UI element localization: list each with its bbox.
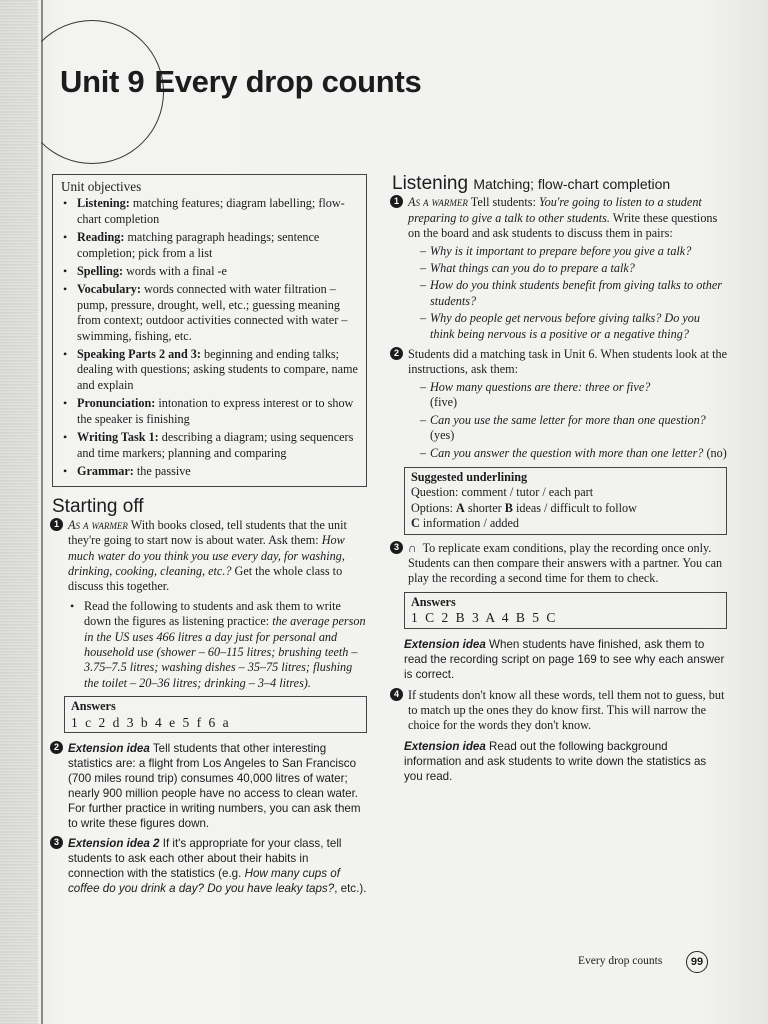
listening-step-4	[392, 688, 727, 734]
extension-idea-label: Extension idea 2	[68, 837, 160, 850]
objective-label: Listening:	[77, 196, 130, 211]
question-answer: (five)	[430, 395, 458, 410]
answers-box	[404, 592, 727, 629]
step-text: Tell students that other interesting statistics are: a flight from Los Angeles to San Francisco (700 miles round trip) consumes 40,000 litres of water; nearly 900 million people have no access to clean water. For further practice in writing numbers, you can ask them to write these figures down.	[68, 742, 361, 830]
step-lead: As a warmer	[408, 195, 468, 210]
step-number-badge: 1	[50, 518, 63, 531]
objective-item	[61, 230, 360, 261]
option-letter: B	[504, 500, 513, 515]
step-number-badge: 4	[390, 688, 403, 701]
starting-off-heading: Starting off	[52, 496, 144, 518]
objective-text: words with a final -e	[123, 264, 227, 279]
question-text: Can you answer the question with more than one letter?	[430, 445, 704, 460]
book-spine-shadow	[0, 0, 38, 1024]
step-text: If it's appropriate for your class, tell students to ask each other about their habits in connection with the statistics (e.g.	[68, 837, 342, 880]
starting-off-step-3	[52, 836, 367, 896]
extension-idea-label: Extension idea	[404, 739, 486, 753]
objective-text: describing a diagram; using sequencers and time markers; planning and comparing	[77, 430, 354, 460]
discussion-question: – How do you think students benefit from giving talks to other students?	[420, 278, 727, 309]
option-letter: C	[411, 516, 420, 531]
option-letter: A	[456, 500, 465, 515]
extension-idea-label: Extension idea	[404, 637, 486, 651]
listening-heading	[392, 173, 727, 194]
suggested-underlining-box	[404, 467, 727, 535]
unit-number: Unit 9	[60, 64, 145, 99]
bullet-text: Read the following to students and ask them to write down the figures as listening practice:	[84, 598, 341, 629]
objective-item	[61, 464, 360, 479]
extension-text: When students have finished, ask them to read the recording script on page 169 to see why each answer is correct.	[404, 637, 725, 681]
right-column	[392, 173, 727, 784]
objective-label: Spelling:	[77, 264, 124, 279]
objective-item	[61, 347, 360, 393]
step-number-badge: 3	[390, 541, 403, 554]
objective-item	[61, 196, 360, 227]
discussion-questions	[408, 244, 727, 342]
step-text: With books closed, tell students that the unit they're going to start now is about water. Ask them:	[68, 517, 347, 548]
question-answer: (yes)	[430, 428, 455, 443]
objective-label: Pronunciation:	[77, 396, 156, 411]
objective-text: matching paragraph headings; sentence completion; pick from a list	[77, 230, 320, 260]
step-text: Students did a matching task in Unit 6. When students look at the instructions, ask them:	[408, 347, 727, 377]
answers-title: Answers	[411, 594, 456, 609]
objective-label: Reading:	[77, 230, 125, 245]
question-answer: (no)	[703, 445, 727, 460]
objective-text: matching features; diagram labelling; flow-chart completion	[77, 196, 345, 226]
discussion-question: – What things can you do to prepare a talk?	[420, 261, 727, 276]
listening-title: Listening	[392, 173, 469, 194]
answers-box	[64, 696, 367, 733]
instruction-questions	[408, 380, 727, 461]
step-text: Get the whole class to discuss this together.	[68, 563, 343, 594]
unit-title-text: Every drop counts	[154, 64, 422, 99]
left-column	[52, 174, 367, 901]
step-number-badge: 3	[50, 836, 63, 849]
objective-item	[61, 396, 360, 427]
objective-label: Speaking Parts 2 and 3:	[77, 347, 201, 362]
page-edge-line	[41, 0, 43, 1024]
objective-text: words connected with water filtration – pump, pressure, drought, well, etc.; guessing meaning from context; outdoor activities connected with water – swimming, fishing, etc.	[77, 282, 348, 343]
objective-item	[61, 430, 360, 461]
discussion-question: – Why is it important to prepare before you give a talk?	[420, 244, 727, 259]
listening-step-1	[392, 195, 727, 342]
step-text: To replicate exam conditions, play the recording once only. Students can then compare their answers with a partner. You can play the recording a second time for them to check.	[408, 540, 723, 586]
listening-step-2	[392, 347, 727, 461]
extension-idea-1	[392, 637, 727, 682]
answers-title: Answers	[71, 699, 116, 714]
objective-text: the passive	[133, 463, 191, 478]
step-question: How much water do you think you use every day, for washing, drinking, cooking, cleaning, etc.?	[68, 533, 345, 578]
page-title	[60, 64, 421, 100]
step-lead: As a warmer	[68, 517, 128, 532]
listening-subtitle: Matching; flow-chart completion	[473, 176, 671, 192]
step-question: How many cups of coffee do you drink a day? Do you have leaky taps?	[68, 867, 340, 895]
extension-idea-label: Extension idea	[68, 742, 150, 755]
step-number-badge: 2	[50, 741, 63, 754]
objective-label: Vocabulary:	[77, 282, 141, 297]
suggested-text: shorter	[464, 500, 505, 515]
step-bullet	[68, 599, 367, 691]
question-text: Can you use the same letter for more than one question?	[430, 412, 706, 427]
page-number: 99	[686, 951, 708, 973]
suggested-text: Options:	[411, 500, 457, 515]
instruction-question	[420, 446, 727, 461]
step-number-badge: 1	[390, 195, 403, 208]
step-text: , etc.).	[334, 882, 367, 895]
suggested-text: information / added	[419, 516, 519, 531]
headphones-icon: ∩	[408, 540, 417, 555]
running-footer: Every drop counts	[578, 955, 663, 967]
extension-idea-2	[392, 739, 727, 784]
suggested-text: ideas / difficult to follow	[512, 500, 637, 515]
instruction-question	[420, 413, 727, 444]
unit-objectives-box	[52, 174, 367, 487]
step-text: Tell students:	[467, 195, 539, 210]
question-text: How many questions are there: three or five?	[430, 379, 651, 394]
objective-label: Grammar:	[77, 463, 134, 478]
objective-text: intonation to express interest or to show the speaker is finishing	[77, 396, 354, 426]
step-number-badge: 2	[390, 347, 403, 360]
objective-item	[61, 282, 360, 344]
step-italic: You're going to listen to a student preparing to give a talk to other students.	[408, 195, 702, 225]
objectives-heading: Unit objectives	[61, 179, 142, 194]
listening-step-3	[392, 541, 727, 587]
starting-off-step-2	[52, 741, 367, 831]
discussion-question: – Why do people get nervous before giving talks? Do you think being nervous is a positive or a negative thing?	[420, 311, 727, 342]
answers-value: 1 C 2 B 3 A 4 B 5 C	[411, 610, 558, 626]
suggested-title: Suggested underlining	[411, 469, 528, 484]
suggested-line-c	[411, 516, 720, 531]
step-text: Write these questions on the board and ask students to discuss them in pairs:	[408, 210, 718, 241]
extension-text: Read out the following background information and ask students to write down the statistics as you read.	[404, 739, 707, 783]
step-text: If students don't know all these words, tell them not to guess, but to match up the ones they do know first. This will narrow the choice for the words they don't know.	[408, 687, 725, 733]
suggested-line-question: Question: comment / tutor / each part	[411, 485, 594, 500]
answers-value: 1 c 2 d 3 b 4 e 5 f 6 a	[71, 714, 231, 730]
suggested-line-options	[411, 501, 720, 516]
starting-off-step-1	[52, 518, 367, 691]
instruction-question	[420, 380, 727, 411]
bullet-figures: the average person in the US uses 466 litres a day just for personal and household use (shower – 60–115 litres; brushing teeth – 3.75–7.5 litres; washing dishes – 35–75 litres; flushing the toilet – 20–36 litres; drinking – 3–4 litres).	[84, 614, 366, 690]
objectives-list	[61, 196, 360, 479]
objective-item	[61, 264, 360, 279]
objective-text: beginning and ending talks; dealing with questions; asking students to compare, name and explain	[77, 347, 358, 392]
objective-label: Writing Task 1:	[77, 430, 159, 445]
